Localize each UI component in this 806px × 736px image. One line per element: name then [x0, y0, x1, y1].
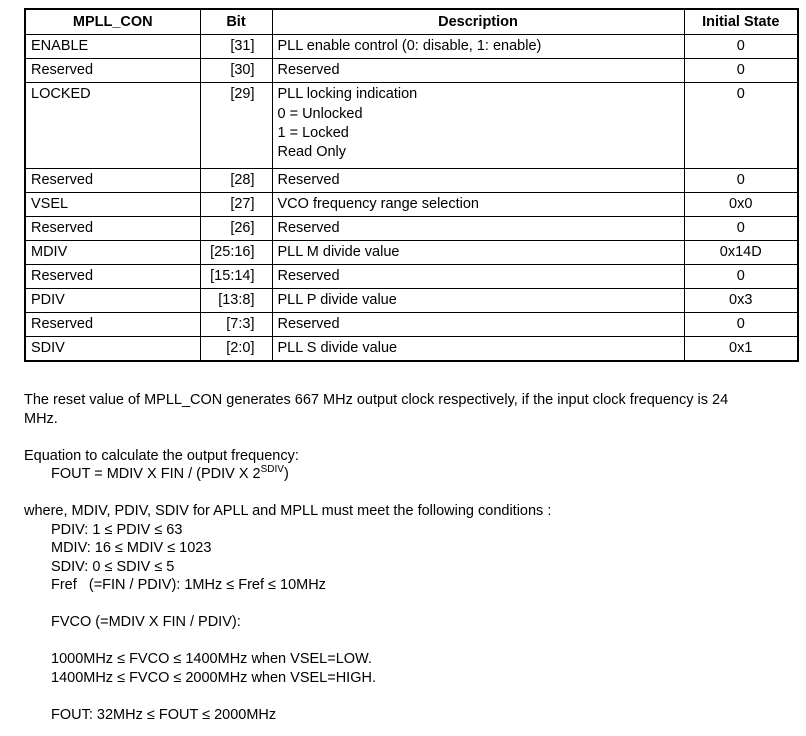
row-description: Reserved — [272, 265, 684, 289]
fout-range: FOUT: 32MHz ≤ FOUT ≤ 2000MHz — [51, 706, 277, 723]
table-row — [25, 35, 798, 59]
table-row — [25, 59, 798, 83]
header-bit: Bit — [200, 9, 272, 35]
header-field: MPLL_CON — [25, 9, 200, 35]
row-initial-state: 0 — [684, 35, 798, 59]
row-bit: [28] — [200, 169, 272, 193]
row-initial-state: 0 — [684, 313, 798, 337]
register-table — [24, 8, 799, 362]
table-row — [25, 265, 798, 289]
row-field: PDIV — [25, 289, 200, 313]
row-bit: [26] — [200, 217, 272, 241]
table-header-row — [25, 9, 798, 35]
table-row — [25, 169, 798, 193]
row-field: Reserved — [25, 59, 200, 83]
row-field: Reserved — [25, 169, 200, 193]
table-row — [25, 83, 798, 169]
row-bit: [30] — [200, 59, 272, 83]
table-row — [25, 337, 798, 361]
row-initial-state: 0 — [684, 265, 798, 289]
row-bit: [2:0] — [200, 337, 272, 361]
fout-equation-close: ) — [283, 466, 289, 482]
row-bit: [29] — [200, 83, 272, 169]
row-description: PLL P divide value — [272, 289, 684, 313]
row-description: PLL S divide value — [272, 337, 684, 361]
row-field: ENABLE — [25, 35, 200, 59]
row-description: Reserved — [272, 169, 684, 193]
row-description: Reserved — [272, 217, 684, 241]
row-field: MDIV — [25, 241, 200, 265]
row-bit: [31] — [200, 35, 272, 59]
row-initial-state: 0 — [684, 217, 798, 241]
fvco-equation: FVCO (=MDIV X FIN / PDIV): — [51, 614, 241, 630]
row-initial-state: 0 — [684, 169, 798, 193]
explanation-text — [24, 391, 794, 724]
condition-mdiv: MDIV: 16 ≤ MDIV ≤ 1023 — [51, 540, 212, 556]
desc-line: 1 = Locked — [277, 125, 349, 141]
row-description: VCO frequency range selection — [272, 193, 684, 217]
row-field: VSEL — [25, 193, 200, 217]
row-bit: [15:14] — [200, 265, 272, 289]
row-initial-state: 0x14D — [684, 241, 798, 265]
header-description: Description — [272, 9, 684, 35]
desc-line: PLL locking indication — [277, 86, 418, 102]
row-bit: [25:16] — [200, 241, 272, 265]
row-description: Reserved — [272, 59, 684, 83]
reset-value-line-2: MHz. — [24, 410, 58, 427]
equation-intro: Equation to calculate the output frequency: — [24, 447, 299, 464]
table-row — [25, 217, 798, 241]
row-initial-state: 0x0 — [684, 193, 798, 217]
fvco-low-condition: 1000MHz ≤ FVCO ≤ 1400MHz when VSEL=LOW. — [51, 651, 372, 667]
row-field: Reserved — [25, 313, 200, 337]
row-description — [272, 83, 684, 169]
row-initial-state: 0x1 — [684, 337, 798, 361]
condition-sdiv: SDIV: 0 ≤ SDIV ≤ 5 — [51, 558, 175, 575]
desc-line: Read Only — [277, 144, 347, 160]
desc-line: 0 = Unlocked — [277, 106, 363, 122]
conditions-intro: where, MDIV, PDIV, SDIV for APLL and MPLL must meet the following conditions : — [24, 503, 552, 519]
header-initial-state: Initial State — [684, 9, 798, 35]
row-initial-state: 0x3 — [684, 289, 798, 313]
row-bit: [7:3] — [200, 313, 272, 337]
row-field: SDIV — [25, 337, 200, 361]
row-field: Reserved — [25, 265, 200, 289]
fout-equation-main: FOUT = MDIV X FIN / (PDIV X 2 — [51, 466, 261, 482]
fvco-high-condition: 1400MHz ≤ FVCO ≤ 2000MHz when VSEL=HIGH. — [51, 669, 376, 686]
condition-fref: Fref (=FIN / PDIV): 1MHz ≤ Fref ≤ 10MHz — [51, 577, 326, 593]
fout-equation — [24, 465, 794, 484]
row-description: PLL M divide value — [272, 241, 684, 265]
row-bit: [13:8] — [200, 289, 272, 313]
row-description: PLL enable control (0: disable, 1: enable) — [272, 35, 684, 59]
row-field: LOCKED — [25, 83, 200, 169]
row-description: Reserved — [272, 313, 684, 337]
fout-equation-exponent: SDIV — [260, 464, 284, 475]
table-row — [25, 193, 798, 217]
row-initial-state: 0 — [684, 59, 798, 83]
row-bit: [27] — [200, 193, 272, 217]
table-row — [25, 241, 798, 265]
row-field: Reserved — [25, 217, 200, 241]
table-row — [25, 313, 798, 337]
condition-pdiv: PDIV: 1 ≤ PDIV ≤ 63 — [51, 521, 183, 538]
reset-value-line: The reset value of MPLL_CON generates 667 MHz output clock respectively, if the input clock frequency is 24 — [24, 392, 729, 408]
table-row — [25, 289, 798, 313]
row-initial-state: 0 — [684, 83, 798, 169]
